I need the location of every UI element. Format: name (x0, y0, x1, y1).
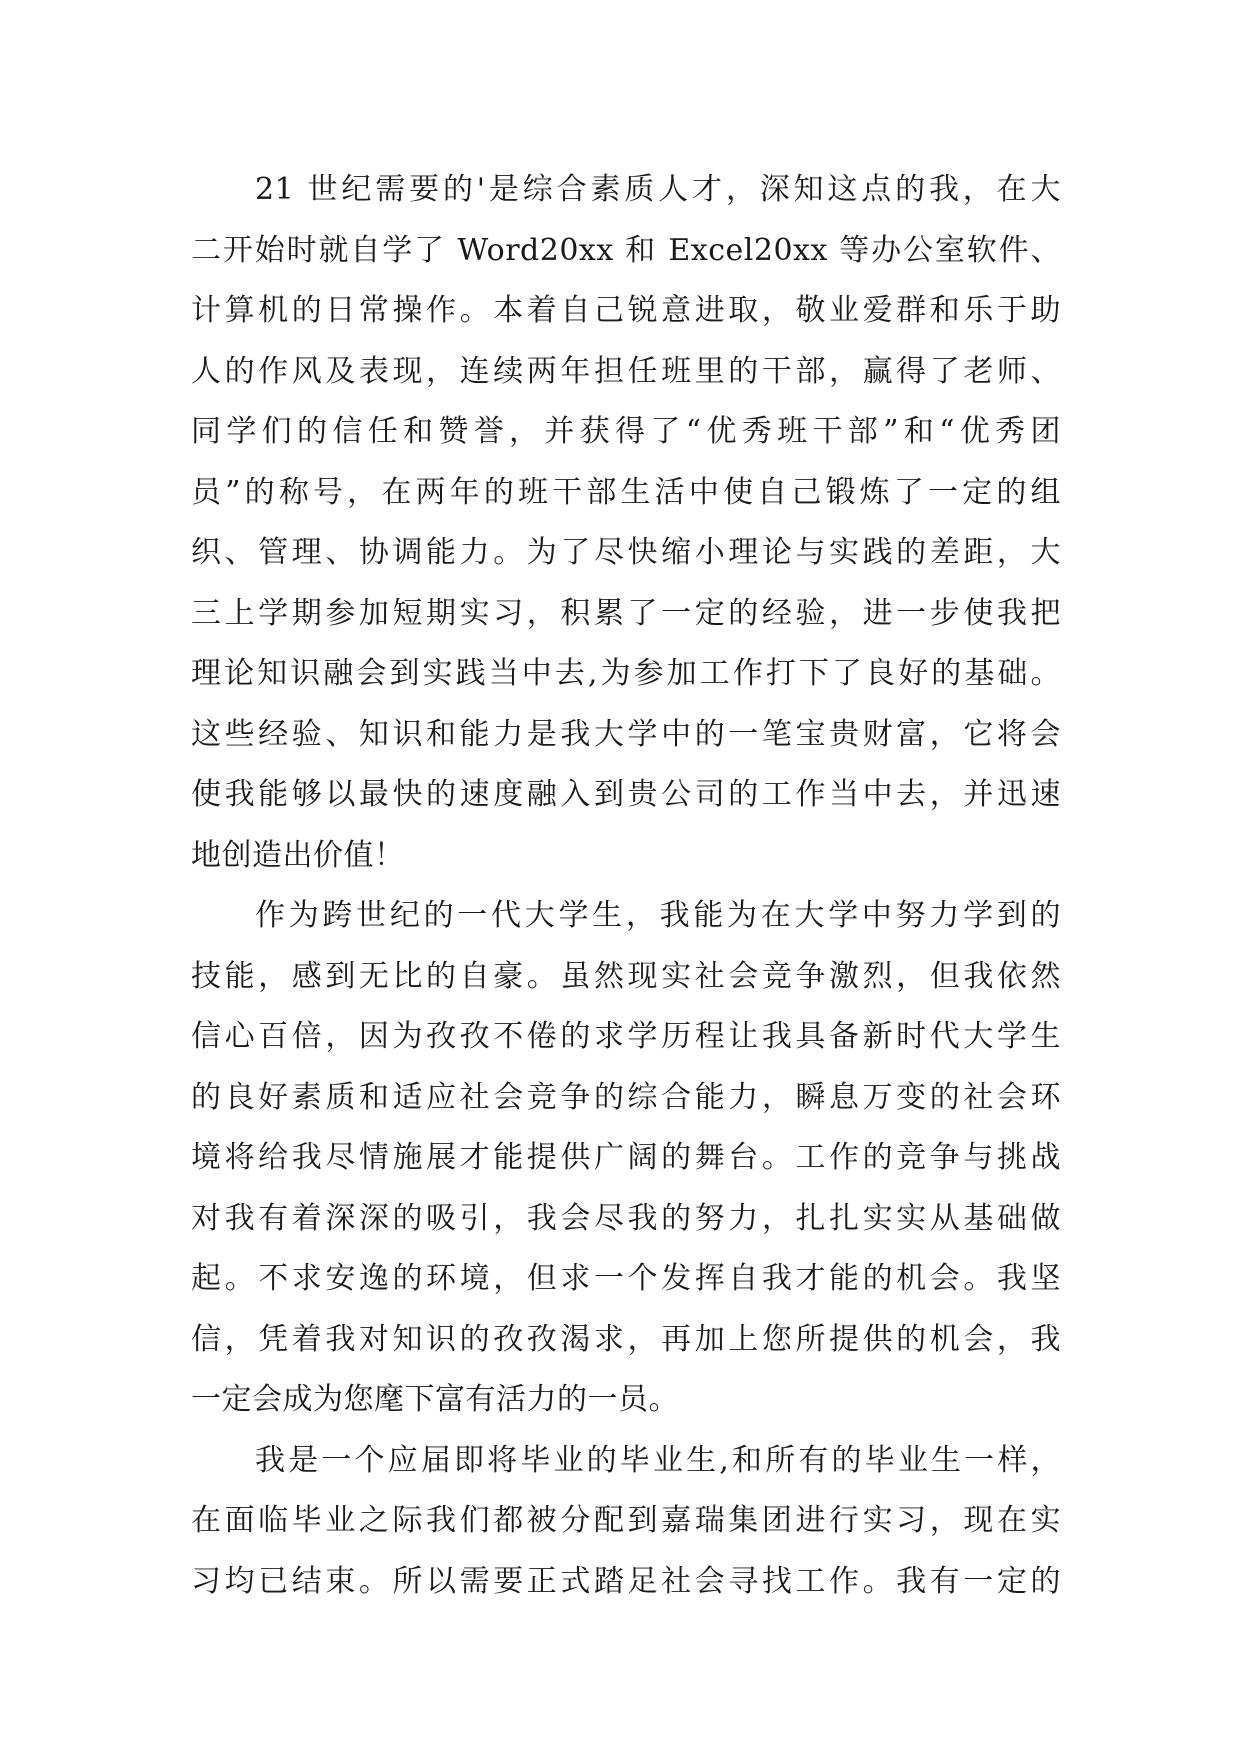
paragraph-line: 我是一个应届即将毕业的毕业生,和所有的毕业生一样， (255, 1442, 1061, 1478)
paragraph-line: 人的作风及表现，连续两年担任班里的干部，赢得了老师、 (191, 353, 1061, 389)
paragraph-line: 信心百倍，因为孜孜不倦的求学历程让我具备新时代大学生 (191, 1019, 1061, 1054)
paragraph-line: 一定会成为您麾下富有活力的一员。 (191, 1382, 679, 1417)
paragraph-line: 理论知识融会到实践当中去,为参加工作打下了良好的基础。 (191, 656, 1061, 691)
paragraph-line: 的良好素质和适应社会竞争的综合能力，瞬息万变的社会环 (191, 1079, 1061, 1115)
paragraph-3 (191, 1431, 1061, 1613)
paragraph-line: 信，凭着我对知识的孜孜渴求，再加上您所提供的机会，我 (191, 1321, 1061, 1357)
paragraph-line: 在面临毕业之际我们都被分配到嘉瑞集团进行实习，现在实 (191, 1503, 1061, 1538)
paragraph-2 (191, 886, 1061, 1431)
paragraph-line: 境将给我尽情施展才能提供广阔的舞台。工作的竞争与挑战 (191, 1140, 1061, 1175)
paragraph-1 (191, 160, 1061, 886)
paragraph-line: 起。不求安逸的环境，但求一个发挥自我才能的机会。我坚 (191, 1261, 1061, 1296)
paragraph-line: 技能，感到无比的自豪。虽然现实社会竞争激烈，但我依然 (191, 958, 1061, 994)
paragraph-line: 同学们的信任和赞誉，并获得了“优秀班干部”和“优秀团 (191, 414, 1061, 449)
paragraph-line: 这些经验、知识和能力是我大学中的一笔宝贵财富，它将会 (191, 716, 1061, 752)
paragraph-line: 二开始时就自学了 Word20xx 和 Excel20xx 等办公室软件、 (191, 232, 1061, 268)
paragraph-line: 使我能够以最快的速度融入到贵公司的工作当中去，并迅速 (191, 777, 1061, 812)
paragraph-line: 21 世纪需要的'是综合素质人才，深知这点的我，在大 (255, 172, 1061, 207)
paragraph-line: 地创造出价值！ (191, 837, 405, 873)
paragraph-line: 习均已结束。所以需要正式踏足社会寻找工作。我有一定的 (191, 1563, 1061, 1599)
paragraph-line: 三上学期参加短期实习，积累了一定的经验，进一步使我把 (191, 595, 1061, 631)
paragraph-line: 作为跨世纪的一代大学生，我能为在大学中努力学到的 (255, 898, 1061, 933)
paragraph-line: 员”的称号，在两年的班干部生活中使自己锻炼了一定的组 (191, 474, 1061, 510)
paragraph-line: 计算机的日常操作。本着自己锐意进取，敬业爱群和乐于助 (191, 293, 1061, 328)
document-body (191, 160, 1061, 1612)
paragraph-line: 对我有着深深的吸引，我会尽我的努力，扎扎实实从基础做 (191, 1200, 1061, 1236)
paragraph-line: 织、管理、协调能力。为了尽快缩小理论与实践的差距，大 (191, 535, 1061, 570)
